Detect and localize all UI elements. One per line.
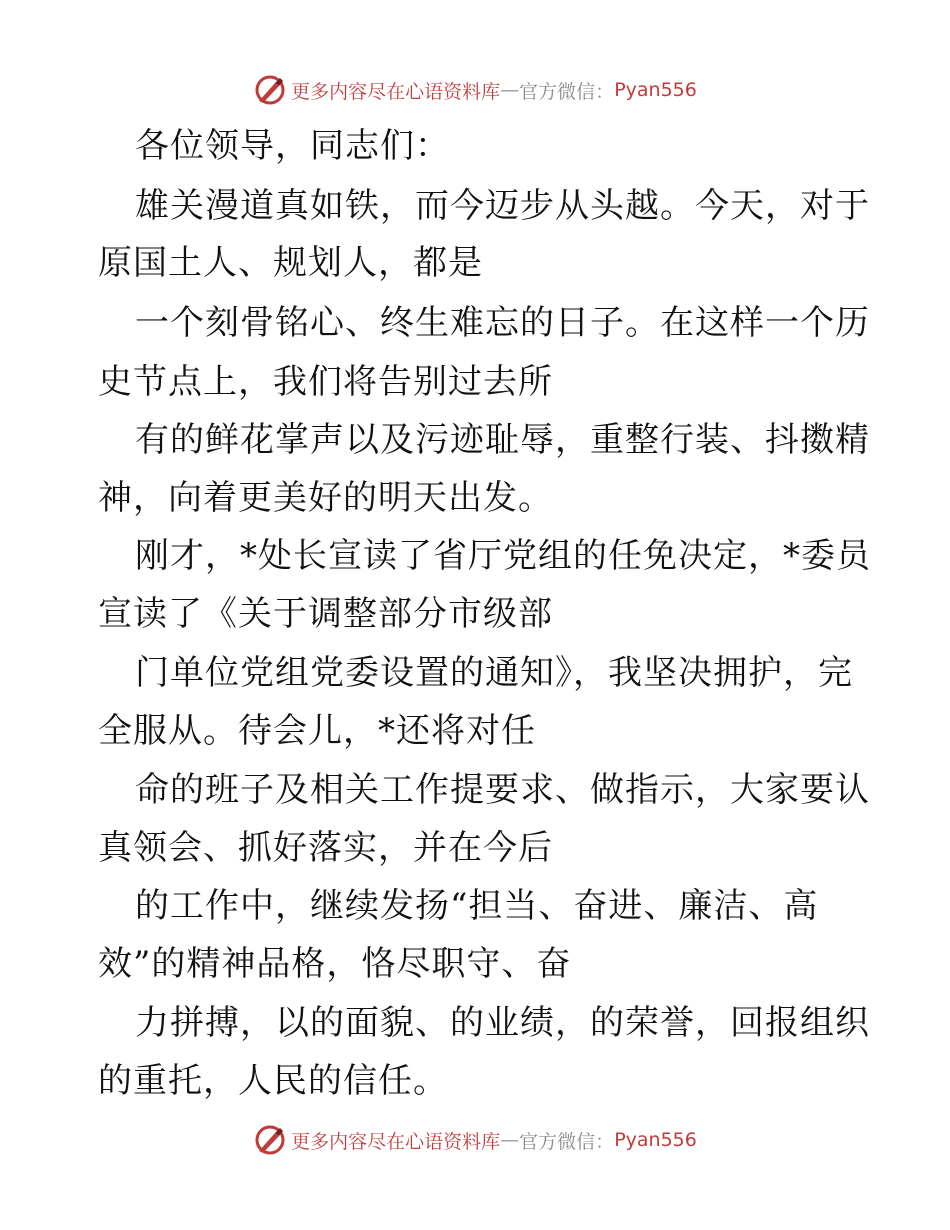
text-line-7: 神，向着更美好的明天出发。 xyxy=(98,478,553,518)
text-line-17: 的重托，人民的信任。 xyxy=(98,1061,448,1101)
text-line-5: 史节点上，我们将告别过去所 xyxy=(98,362,553,402)
text-line-13: 真领会、抓好落实，并在今后 xyxy=(98,828,553,868)
watermark-label: 官方微信： xyxy=(519,80,615,103)
watermark-separator: — xyxy=(500,1129,520,1151)
text-line-4: 一个刻骨铭心、终生难忘的日子。在这样一个历 xyxy=(135,303,870,343)
pen-logo-icon xyxy=(253,1123,287,1157)
watermark-main-text: 更多内容尽在心语资料库 xyxy=(291,1130,501,1153)
text-line-8: 刚才，*处长宣读了省厅党组的任免决定，*委员 xyxy=(135,536,871,576)
text-line-9: 宣读了《关于调整部分市级部 xyxy=(98,594,553,634)
footer-watermark xyxy=(0,1120,950,1160)
text-line-11: 全服从。待会儿，*还将对任 xyxy=(98,711,536,751)
text-line-12: 命的班子及相关工作提要求、做指示，大家要认 xyxy=(135,770,870,810)
watermark-main-text: 更多内容尽在心语资料库 xyxy=(291,80,501,103)
watermark-wechat-id: Pyan556 xyxy=(614,1129,697,1151)
watermark-label: 官方微信： xyxy=(519,1130,615,1153)
text-line-3: 原国土人、规划人，都是 xyxy=(98,243,483,283)
text-line-6: 有的鲜花掌声以及污迹耻辱，重整行装、抖擞精 xyxy=(135,420,870,460)
watermark-wechat-id: Pyan556 xyxy=(614,79,697,101)
text-line-1: 各位领导，同志们： xyxy=(135,126,450,166)
text-line-10: 门单位党组党委设置的通知》，我坚决拥护，完 xyxy=(135,653,853,693)
text-line-15: 效”的精神品格，恪尽职守、奋 xyxy=(98,944,572,984)
watermark-separator: — xyxy=(500,79,520,101)
text-line-14: 的工作中，继续发扬“担当、奋进、廉洁、高 xyxy=(135,886,819,926)
text-line-2: 雄关漫道真如铁，而今迈步从头越。今天，对于 xyxy=(135,186,870,226)
text-line-16: 力拼搏，以的面貌、的业绩，的荣誉，回报组织 xyxy=(135,1003,870,1043)
